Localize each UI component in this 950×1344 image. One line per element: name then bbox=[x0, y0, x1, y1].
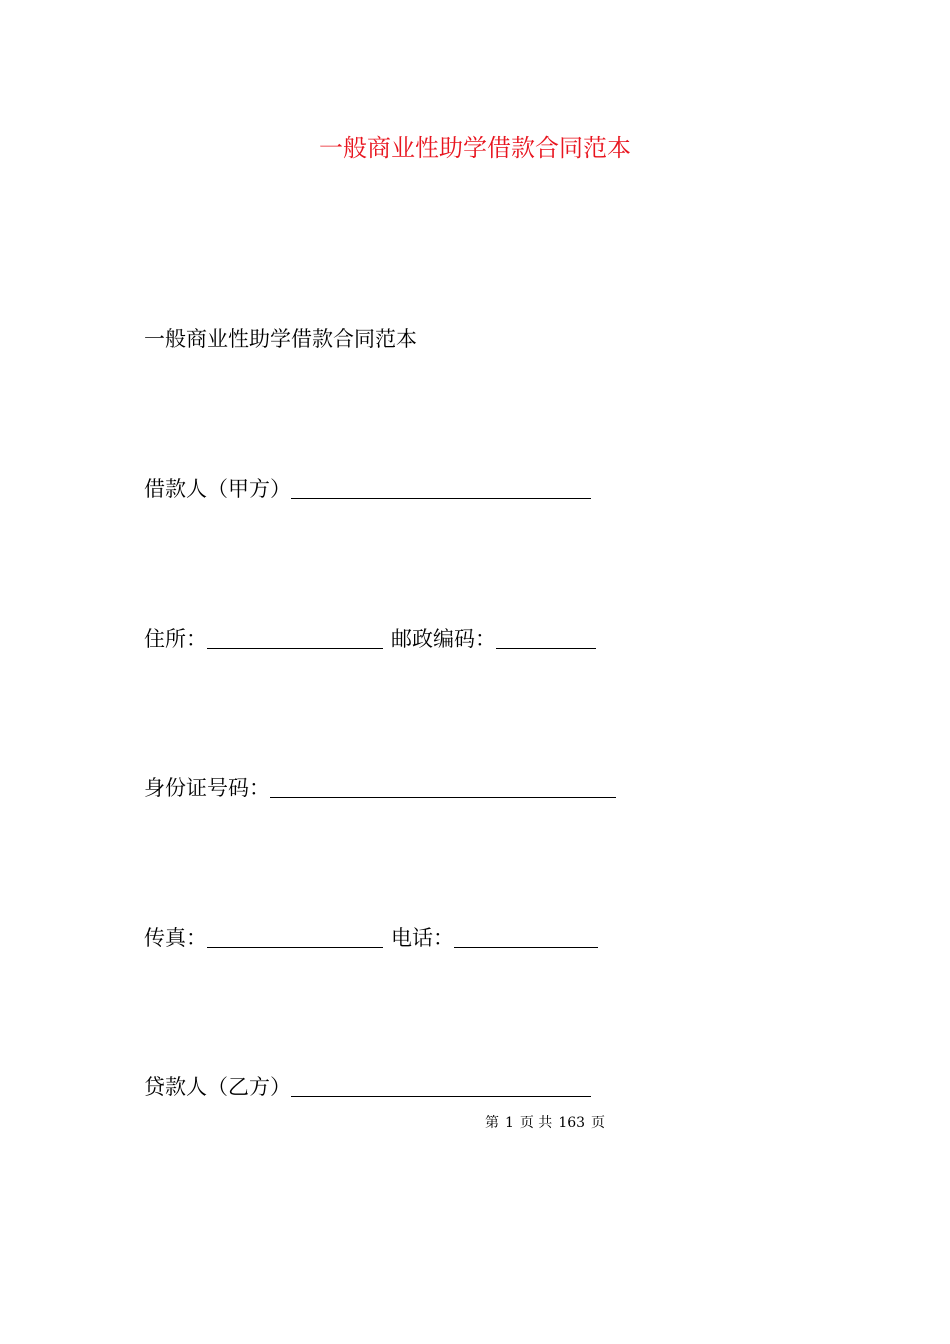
id-blank bbox=[270, 775, 616, 798]
document-subtitle-line bbox=[144, 324, 417, 354]
lender-blank bbox=[291, 1074, 591, 1097]
fax-label: 传真： bbox=[144, 926, 207, 950]
lender-label: 贷款人（乙方） bbox=[144, 1075, 291, 1099]
id-label: 身份证号码： bbox=[144, 776, 270, 800]
footer-middle: 页 共 bbox=[519, 1115, 553, 1131]
postcode-blank bbox=[496, 626, 596, 649]
phone-blank bbox=[454, 925, 598, 948]
footer-page-number: 1 bbox=[504, 1115, 514, 1131]
borrower-label: 借款人（甲方） bbox=[144, 477, 291, 501]
lender-line bbox=[144, 1071, 591, 1102]
footer-suffix: 页 bbox=[591, 1115, 606, 1131]
address-label: 住所： bbox=[144, 627, 207, 651]
footer-total-pages: 163 bbox=[558, 1115, 586, 1131]
borrower-line bbox=[144, 473, 591, 504]
address-blank bbox=[207, 626, 383, 649]
borrower-blank bbox=[291, 476, 591, 499]
address-line bbox=[144, 623, 596, 654]
fax-phone-line bbox=[144, 922, 598, 953]
document-title: 一般商业性助学借款合同范本 bbox=[319, 134, 631, 162]
id-line bbox=[144, 772, 616, 803]
document-subtitle: 一般商业性助学借款合同范本 bbox=[144, 327, 417, 351]
phone-label: 电话： bbox=[391, 926, 454, 950]
fax-blank bbox=[207, 925, 383, 948]
page-footer bbox=[0, 1112, 950, 1134]
postcode-label: 邮政编码： bbox=[391, 627, 496, 651]
footer-prefix: 第 bbox=[484, 1115, 499, 1131]
